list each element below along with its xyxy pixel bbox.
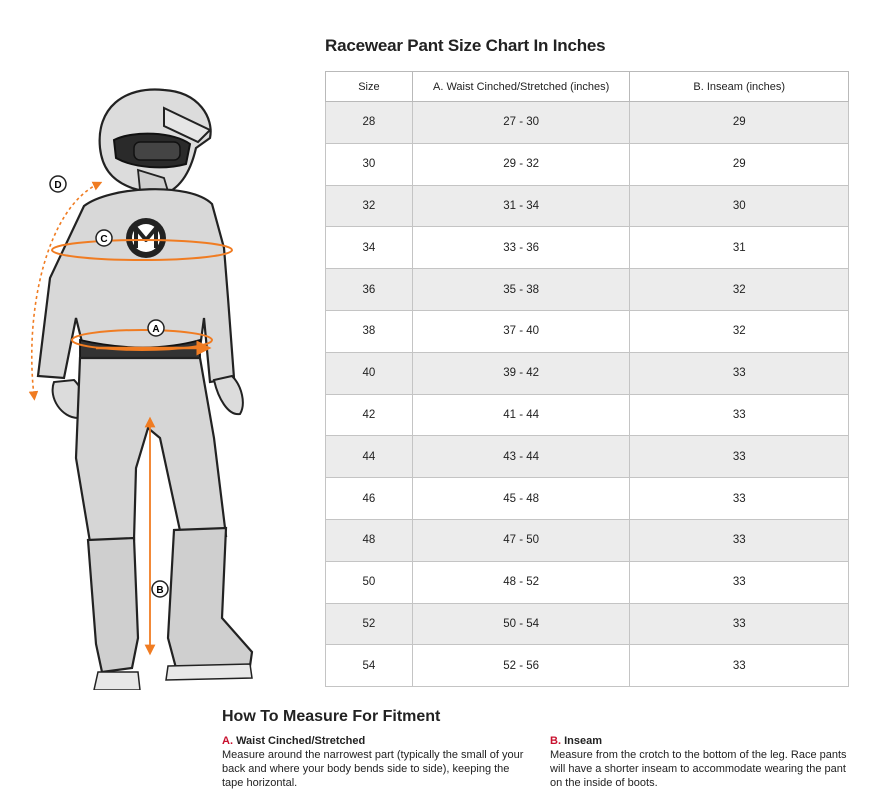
size-table (325, 71, 849, 687)
measure-inseam (550, 734, 855, 790)
cell-inseam: 33 (630, 561, 849, 603)
cell-size: 48 (326, 519, 413, 561)
table-row (326, 143, 849, 185)
measure-title: How To Measure For Fitment (222, 708, 441, 725)
table-row (326, 478, 849, 520)
svg-text:B: B (156, 585, 164, 596)
rider-figure (14, 78, 314, 690)
table-row (326, 436, 849, 478)
cell-size: 32 (326, 185, 413, 227)
header-waist: A. Waist Cinched/Stretched (inches) (412, 72, 630, 102)
table-row (326, 645, 849, 687)
cell-waist: 48 - 52 (412, 561, 630, 603)
measure-waist-heading (222, 734, 527, 748)
cell-inseam: 32 (630, 310, 849, 352)
measure-inseam-title: Inseam (564, 735, 602, 747)
cell-inseam: 33 (630, 436, 849, 478)
marker-c (96, 230, 112, 246)
cell-inseam: 32 (630, 269, 849, 311)
chart-title: Racewear Pant Size Chart In Inches (325, 36, 606, 55)
cell-waist: 50 - 54 (412, 603, 630, 645)
cell-inseam: 33 (630, 645, 849, 687)
rider-figure-icon (14, 78, 314, 690)
table-row (326, 185, 849, 227)
cell-size: 38 (326, 310, 413, 352)
cell-waist: 31 - 34 (412, 185, 630, 227)
table-row (326, 394, 849, 436)
cell-inseam: 29 (630, 102, 849, 144)
table-row (326, 352, 849, 394)
measure-inseam-text: Measure from the crotch to the bottom of the leg. Race pants will have a shorter inseam to accommodate wearing the pant on the inside of boots. (550, 749, 847, 789)
header-size: Size (326, 72, 413, 102)
cell-inseam: 33 (630, 352, 849, 394)
cell-size: 36 (326, 269, 413, 311)
cell-waist: 45 - 48 (412, 478, 630, 520)
cell-size: 52 (326, 603, 413, 645)
cell-size: 28 (326, 102, 413, 144)
header-inseam: B. Inseam (inches) (630, 72, 849, 102)
measure-waist-title: Waist Cinched/Stretched (236, 735, 366, 747)
cell-size: 30 (326, 143, 413, 185)
cell-inseam: 33 (630, 603, 849, 645)
measure-waist (222, 734, 527, 790)
cell-waist: 27 - 30 (412, 102, 630, 144)
table-row (326, 227, 849, 269)
cell-waist: 43 - 44 (412, 436, 630, 478)
measure-waist-text: Measure around the narrowest part (typically the small of your back and where your body bends side to side), keeping the tape horizontal. (222, 749, 524, 789)
table-row (326, 561, 849, 603)
table-row (326, 269, 849, 311)
cell-waist: 29 - 32 (412, 143, 630, 185)
cell-inseam: 33 (630, 394, 849, 436)
cell-waist: 47 - 50 (412, 519, 630, 561)
cell-size: 46 (326, 478, 413, 520)
marker-b (152, 581, 168, 597)
cell-waist: 52 - 56 (412, 645, 630, 687)
table-row (326, 310, 849, 352)
cell-waist: 35 - 38 (412, 269, 630, 311)
svg-text:A: A (152, 324, 160, 335)
measure-inseam-heading (550, 734, 855, 748)
marker-a (148, 320, 164, 336)
cell-waist: 39 - 42 (412, 352, 630, 394)
table-row (326, 519, 849, 561)
cell-size: 44 (326, 436, 413, 478)
svg-text:D: D (54, 180, 62, 191)
cell-size: 40 (326, 352, 413, 394)
cell-inseam: 31 (630, 227, 849, 269)
svg-text:C: C (100, 234, 108, 245)
cell-waist: 41 - 44 (412, 394, 630, 436)
measure-waist-letter: A. (222, 735, 233, 747)
cell-size: 50 (326, 561, 413, 603)
cell-size: 34 (326, 227, 413, 269)
table-row (326, 102, 849, 144)
cell-size: 54 (326, 645, 413, 687)
cell-inseam: 33 (630, 519, 849, 561)
cell-inseam: 33 (630, 478, 849, 520)
table-header-row (326, 72, 849, 102)
cell-size: 42 (326, 394, 413, 436)
cell-waist: 33 - 36 (412, 227, 630, 269)
cell-waist: 37 - 40 (412, 310, 630, 352)
cell-inseam: 29 (630, 143, 849, 185)
marker-d (50, 176, 66, 192)
table-row (326, 603, 849, 645)
measure-inseam-letter: B. (550, 735, 561, 747)
cell-inseam: 30 (630, 185, 849, 227)
